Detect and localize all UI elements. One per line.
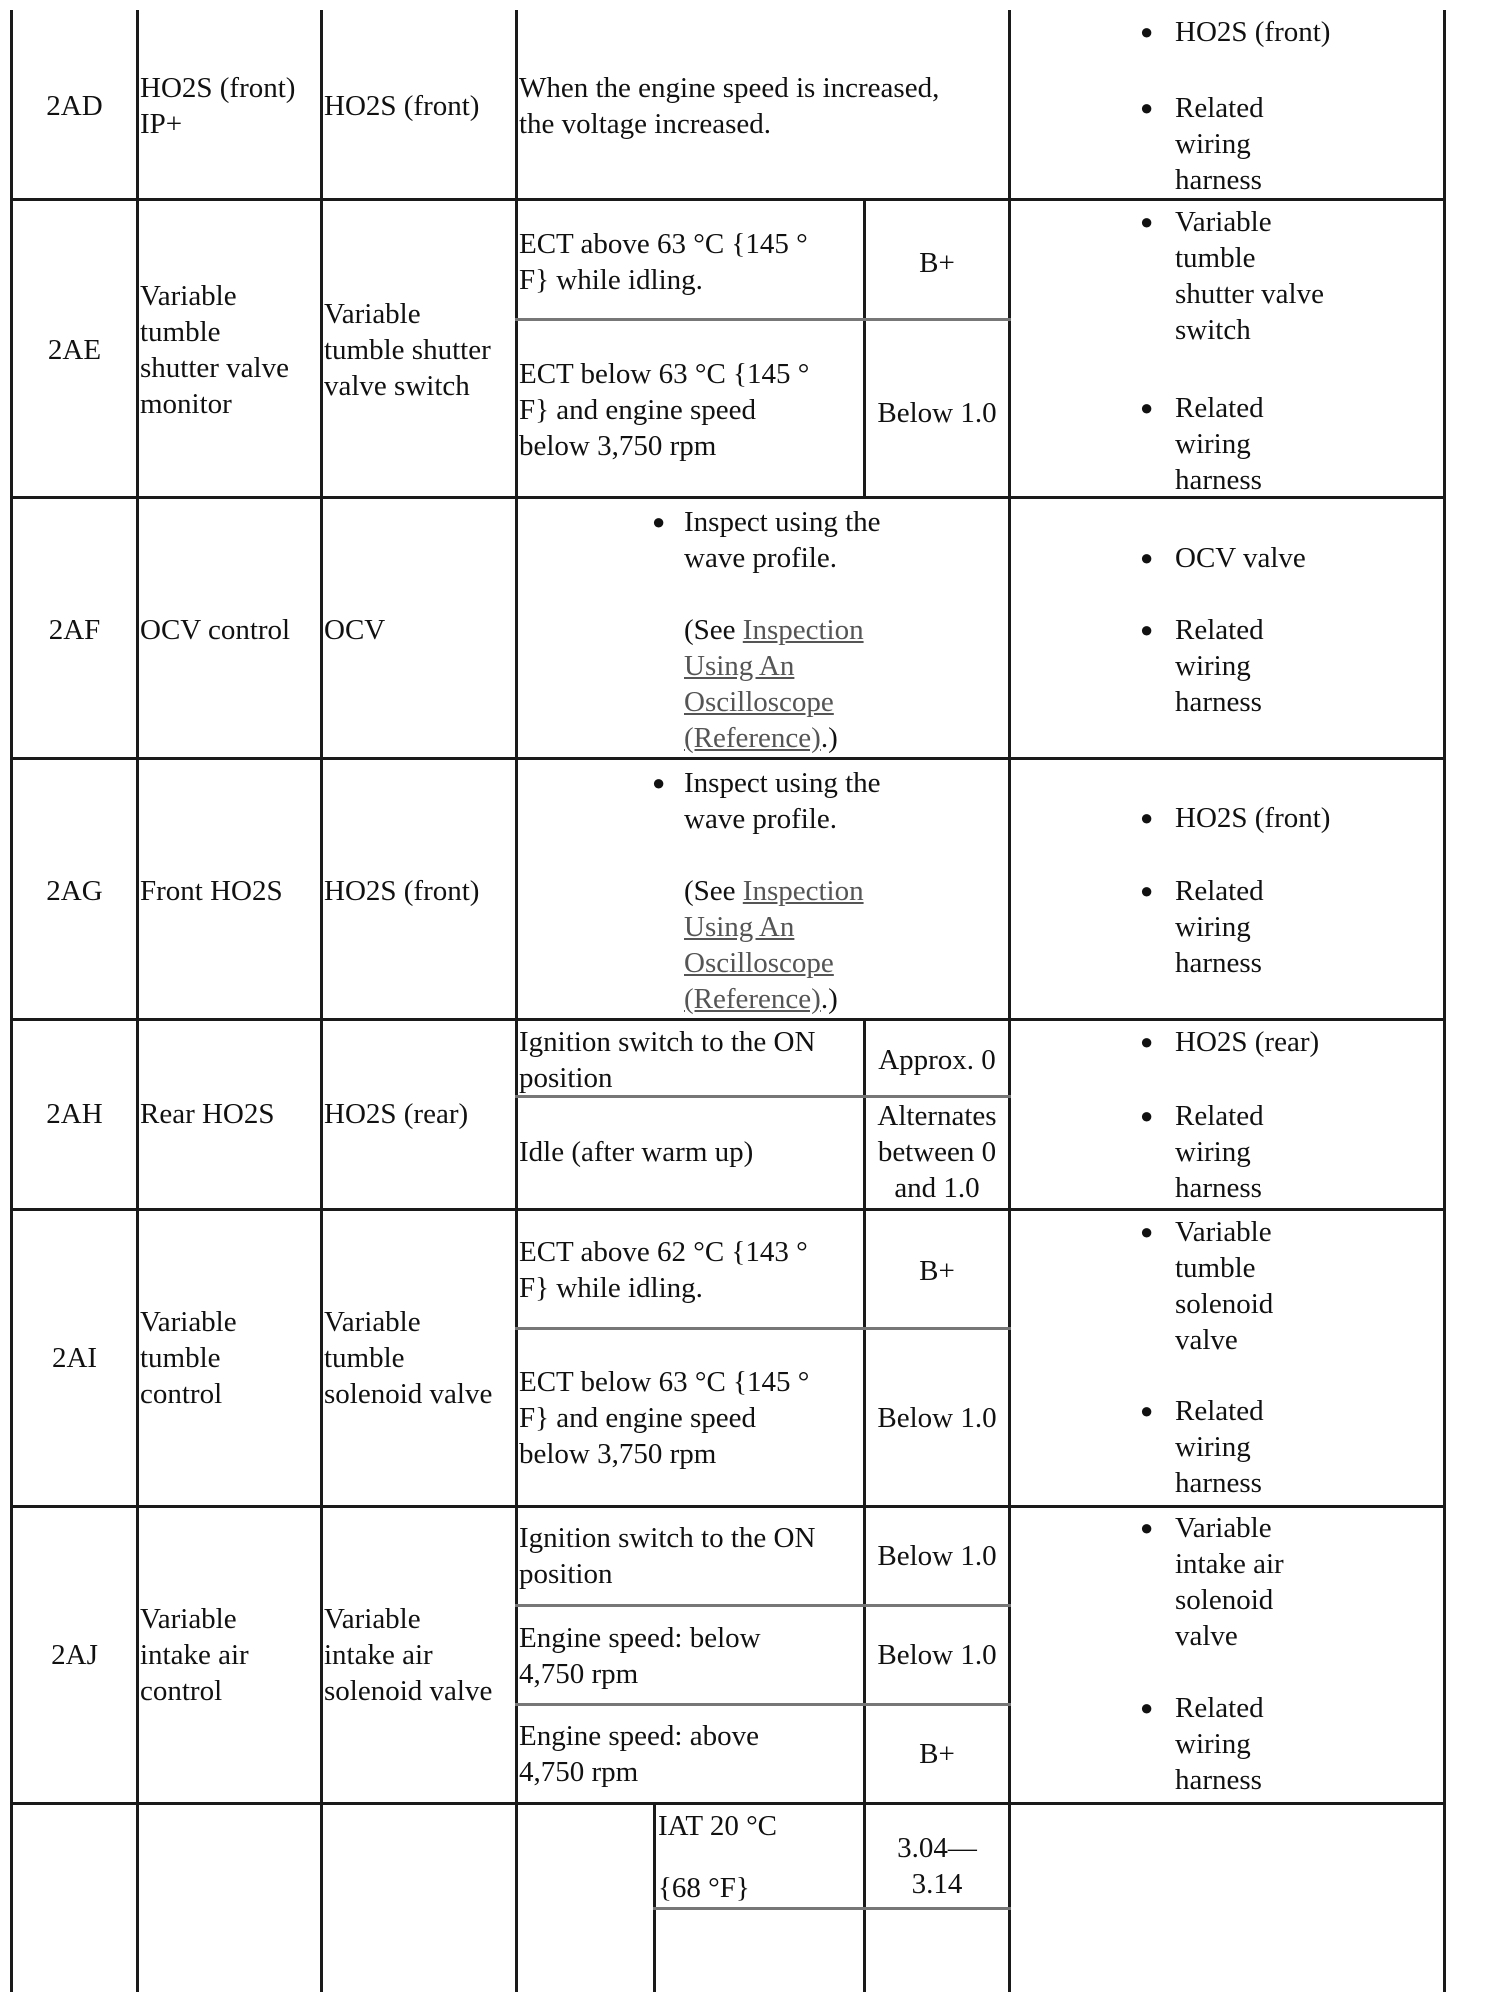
inspection-item: HO2S (front)	[1175, 802, 1331, 834]
bullet-icon: ●	[1140, 617, 1154, 642]
condition-cell: ECT below 63 °C {145 ° F} and engine speed below 3,750 rpm	[519, 358, 810, 462]
see-reference: (See Inspection Using An Oscilloscope (Reference).)	[684, 614, 864, 754]
value-cell: Alternates between 0 and 1.0	[877, 1100, 997, 1204]
column-divider	[1008, 10, 1011, 1992]
bullet-icon: ●	[1140, 805, 1154, 830]
condition-cell: ECT above 63 °C {145 ° F} while idling.	[519, 228, 808, 296]
row-divider	[10, 1505, 1446, 1508]
column-divider	[136, 10, 139, 1992]
row-divider	[10, 198, 1446, 201]
oscilloscope-inspection-link[interactable]: Inspection Using An Oscilloscope (Reference)	[684, 875, 864, 1015]
inspection-item: Variable intake air solenoid valve	[1175, 1512, 1284, 1652]
terminal-cell: 2AF	[48, 614, 101, 646]
condition-cell: Ignition switch to the ON position	[519, 1026, 816, 1094]
bullet-icon: ●	[1140, 878, 1154, 903]
sub-row-divider	[515, 1703, 1011, 1706]
value-cell: Below 1.0	[877, 1402, 997, 1434]
value-cell: 3.04— 3.14	[897, 1832, 977, 1900]
connected-to-cell: OCV	[324, 614, 386, 646]
signal-cell: Rear HO2S	[140, 1098, 275, 1130]
value-cell: B+	[919, 1255, 955, 1287]
condition-cell: Engine speed: above 4,750 rpm	[519, 1720, 759, 1788]
bullet-icon: ●	[1140, 545, 1154, 570]
terminal-cell: 2AI	[51, 1342, 98, 1374]
row-divider	[10, 757, 1446, 760]
value-cell: B+	[919, 247, 955, 279]
inspection-item: Related wiring harness	[1175, 1100, 1264, 1204]
row-divider	[10, 1018, 1446, 1021]
bullet-icon: ●	[652, 509, 666, 534]
condition-cell: ECT above 62 °C {143 ° F} while idling.	[519, 1236, 808, 1304]
signal-cell: Front HO2S	[140, 875, 283, 907]
connected-to-cell: Variable intake air solenoid valve	[324, 1603, 493, 1707]
connected-to-cell: HO2S (front)	[324, 875, 480, 907]
value-column-divider	[653, 1804, 656, 1992]
condition-cell: When the engine speed is increased, the voltage increased.	[519, 72, 940, 140]
inspection-item: Variable tumble solenoid valve	[1175, 1216, 1274, 1356]
inspection-item: Related wiring harness	[1175, 614, 1264, 718]
inspection-item: HO2S (rear)	[1175, 1026, 1320, 1058]
row-divider	[10, 1208, 1446, 1211]
terminal-cell: 2AJ	[51, 1639, 98, 1671]
condition-cell: Inspect using the wave profile.	[684, 506, 881, 574]
bullet-icon: ●	[1140, 19, 1154, 44]
inspection-item: Related wiring harness	[1175, 1692, 1264, 1796]
value-cell: Below 1.0	[877, 397, 997, 429]
see-reference: (See Inspection Using An Oscilloscope (Reference).)	[684, 875, 864, 1015]
bullet-icon: ●	[1140, 1219, 1154, 1244]
signal-cell: Variable intake air control	[140, 1603, 249, 1707]
connected-to-cell: Variable tumble shutter valve switch	[324, 298, 491, 402]
inspection-item: Related wiring harness	[1175, 1395, 1264, 1499]
bullet-icon: ●	[652, 770, 666, 795]
condition-cell: IAT 20 °C	[658, 1810, 778, 1842]
condition-cell: Ignition switch to the ON position	[519, 1522, 816, 1590]
value-cell: Approx. 0	[878, 1044, 996, 1076]
terminal-cell: 2AH	[46, 1098, 103, 1130]
bullet-icon: ●	[1140, 1029, 1154, 1054]
bullet-icon: ●	[1140, 1515, 1154, 1540]
row-divider	[10, 1802, 1446, 1805]
condition-cell: ECT below 63 °C {145 ° F} and engine speed below 3,750 rpm	[519, 1366, 810, 1470]
column-divider	[320, 10, 323, 1992]
signal-cell: Variable tumble shutter valve monitor	[140, 280, 289, 420]
table-border-left	[10, 10, 13, 1992]
inspection-item: Related wiring harness	[1175, 875, 1264, 979]
terminal-cell: 2AE	[47, 334, 102, 366]
condition-subtext: {68 °F}	[658, 1872, 750, 1904]
sub-row-divider	[515, 1327, 1011, 1330]
bullet-icon: ●	[1140, 209, 1154, 234]
inspection-item: Variable tumble shutter valve switch	[1175, 206, 1324, 346]
value-cell: B+	[919, 1738, 955, 1770]
condition-cell: Idle (after warm up)	[519, 1136, 754, 1168]
condition-cell: Engine speed: below 4,750 rpm	[519, 1622, 761, 1690]
sub-row-divider	[515, 318, 1011, 321]
sub-row-divider	[515, 1604, 1011, 1607]
sub-row-divider	[653, 1907, 1011, 1910]
value-cell: Below 1.0	[877, 1639, 997, 1671]
inspection-item: Related wiring harness	[1175, 392, 1264, 496]
connected-to-cell: HO2S (front)	[324, 90, 480, 122]
bullet-icon: ●	[1140, 1695, 1154, 1720]
bullet-icon: ●	[1140, 395, 1154, 420]
connected-to-cell: Variable tumble solenoid valve	[324, 1306, 493, 1410]
signal-cell: Variable tumble control	[140, 1306, 237, 1410]
condition-cell: Inspect using the wave profile.	[684, 767, 881, 835]
table-border-right	[1443, 10, 1446, 1992]
inspection-item: HO2S (front)	[1175, 16, 1331, 48]
inspection-item: Related wiring harness	[1175, 92, 1264, 196]
connected-to-cell: HO2S (rear)	[324, 1098, 469, 1130]
terminal-cell: 2AG	[46, 875, 103, 907]
terminal-cell: 2AD	[46, 90, 103, 122]
inspection-item: OCV valve	[1175, 542, 1306, 574]
column-divider	[515, 10, 518, 1992]
bullet-icon: ●	[1140, 95, 1154, 120]
value-cell: Below 1.0	[877, 1540, 997, 1572]
bullet-icon: ●	[1140, 1103, 1154, 1128]
signal-cell: HO2S (front) IP+	[140, 72, 296, 140]
bullet-icon: ●	[1140, 1398, 1154, 1423]
oscilloscope-inspection-link[interactable]: Inspection Using An Oscilloscope (Reference)	[684, 614, 864, 754]
signal-cell: OCV control	[140, 614, 291, 646]
